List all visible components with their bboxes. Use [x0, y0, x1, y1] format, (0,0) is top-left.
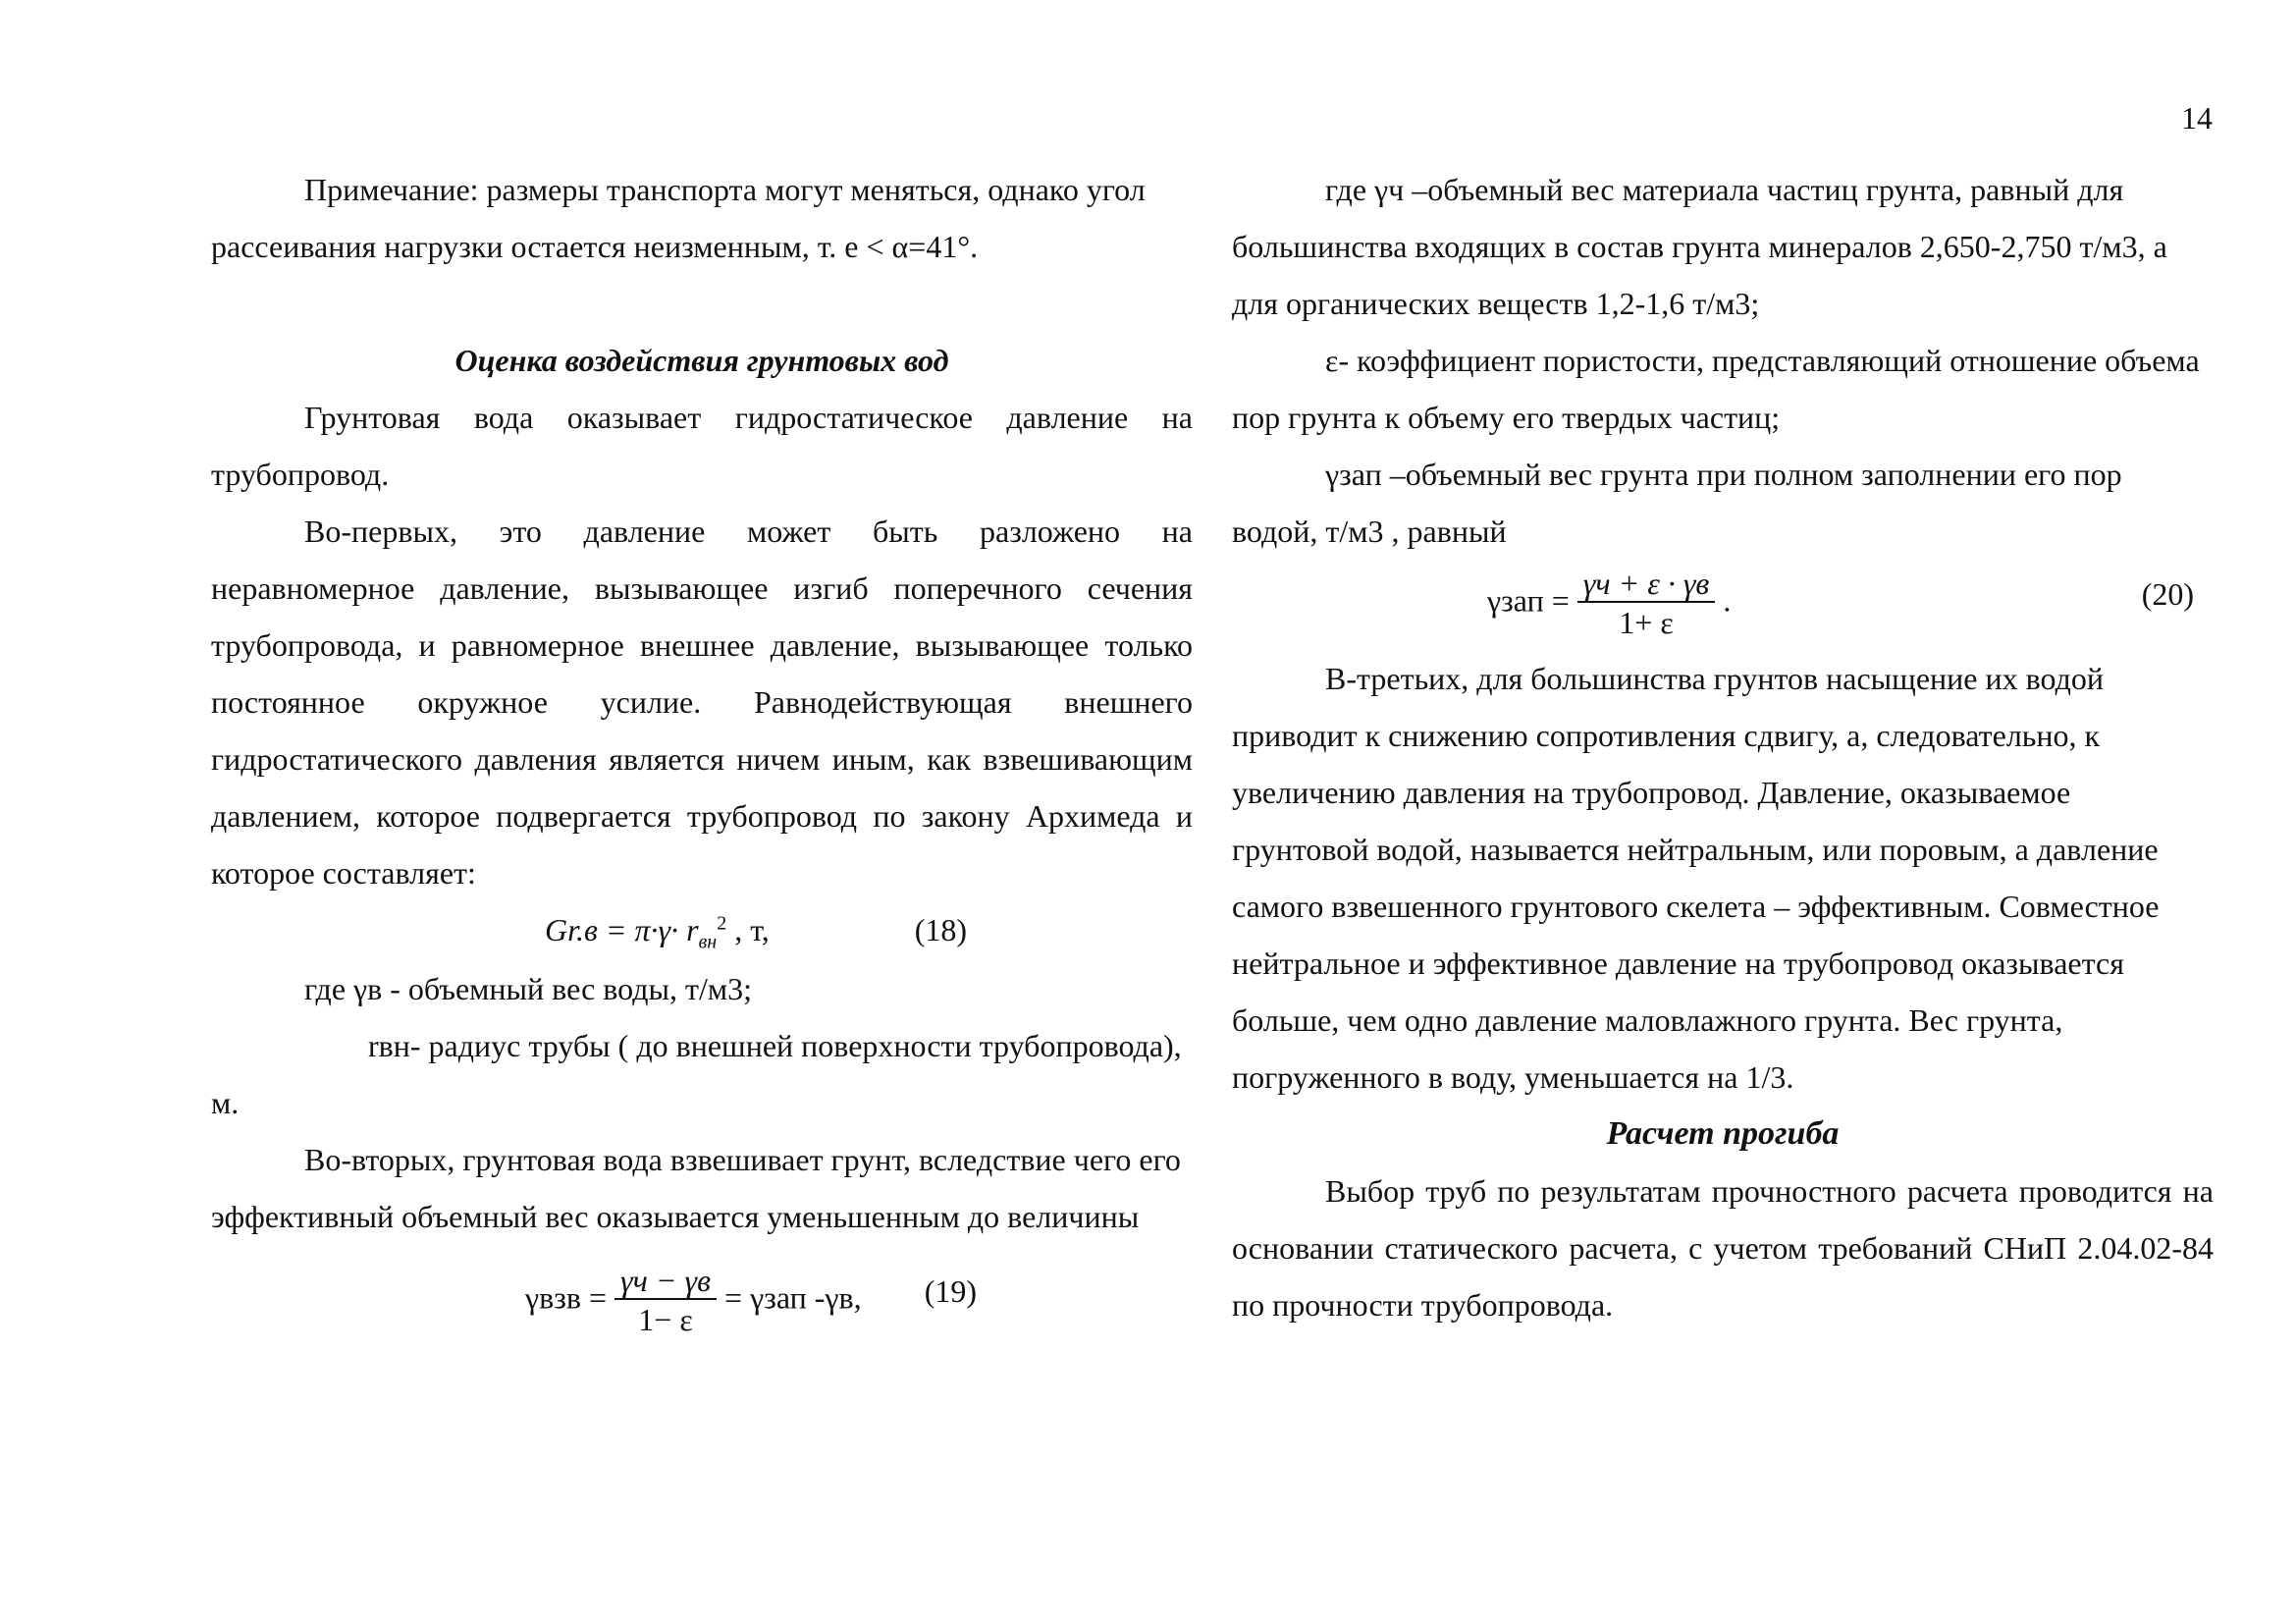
paragraph-first: Во-первых, это давление может быть разложено на неравномерное давление, вызывающее изгиб поперечного сечения трубопровода, и равномерное внешнее давление, вызывающее только постоянное окружное усилие. Равнодействующая внешнего гидростатического давления является ничем иным, как взвешивающим давлением, которое подвергается трубопровод по закону Архимеда и которое составляет: — [211, 514, 1193, 891]
left-column — [211, 161, 1193, 1335]
gamma-saturated-definition: γзап –объемный вес грунта при полном заполнении его пор водой, т/м3 , равный — [1232, 457, 2122, 549]
formula-19-lhs: γвзв = — [525, 1279, 608, 1316]
formula-18-rhs: = π·γ· r — [605, 912, 699, 947]
formula-20-fraction — [1577, 566, 1716, 642]
formula-18-unit: , т, — [734, 912, 770, 947]
page-number: 14 — [2181, 100, 2213, 135]
radius-definition: rвн- радиус трубы ( до внешней поверхности трубопровода), м. — [211, 1028, 1182, 1120]
equation-number-20: (20) — [2141, 576, 2194, 612]
formula-19-denominator: 1− ε — [638, 1302, 693, 1337]
paragraph-second: Во-вторых, грунтовая вода взвешивает грунт, вследствие чего его эффективный объемный вес оказывается уменьшенным до величины — [211, 1142, 1181, 1234]
formula-18-lhs: Gr.в — [545, 912, 598, 947]
formula-20-dot: . — [1723, 582, 1732, 619]
formula-20-denominator: 1+ ε — [1619, 605, 1674, 640]
right-column — [1232, 161, 2214, 1333]
formula-18 — [211, 901, 1193, 960]
equation-number-18: (18) — [914, 912, 967, 947]
formula-19-numerator: γч − γв — [614, 1263, 717, 1300]
formula-19-fraction — [614, 1263, 717, 1339]
formula-20 — [1232, 560, 2214, 650]
gamma-particles-definition: где γч –объемный вес материала частиц грунта, равный для большинства входящих в состав грунта минералов 2,650-2,750 т/м3, а для органических веществ 1,2-1,6 т/м3; — [1232, 172, 2167, 321]
formula-20-numerator: γч + ε · γв — [1577, 566, 1716, 603]
section-heading-groundwater: Оценка воздействия грунтовых вод — [454, 343, 949, 378]
paragraph-hydrostatic: Грунтовая вода оказывает гидростатическое давление на трубопровод. — [211, 400, 1193, 492]
where-gamma-water: где γв - объемный вес воды, т/м3; — [304, 971, 753, 1006]
formula-18-sup: 2 — [717, 912, 727, 935]
section-heading-deflection: Расчет прогиба — [1606, 1115, 1840, 1152]
note-paragraph: Примечание: размеры транспорта могут меняться, однако угол рассеивания нагрузки остается неизменным, т. е < α=41°. — [211, 172, 1146, 264]
formula-19-rhs: = γзап -γв, — [724, 1279, 862, 1316]
formula-20-lhs: γзап = — [1487, 582, 1570, 619]
formula-19 — [211, 1245, 1193, 1335]
formula-18-sub: вн — [698, 931, 718, 953]
porosity-definition: ε- коэффициент пористости, представляющий отношение объема пор грунта к объему его твердых частиц; — [1232, 343, 2200, 435]
equation-number-19: (19) — [924, 1273, 977, 1309]
paragraph-third: В-третьих, для большинства грунтов насыщение их водой приводит к снижению сопротивления сдвигу, а, следовательно, к увеличению давления на трубопровод. Давление, оказываемое грунтовой водой, называется нейтральным, или поровым, а давление самого взвешенного грунтового скелета – эффективным. Совместное нейтральное и эффективное давление на трубопровод оказывается больше, чем одно давление маловлажного грунта. Вес грунта, погруженного в воду, уменьшается на 1/3. — [1232, 661, 2160, 1095]
paragraph-pipe-selection: Выбор труб по результатам прочностного расчета проводится на основании статического расчета, с учетом требований СНиП 2.04.02-84 по прочности трубопровода. — [1232, 1173, 2214, 1323]
